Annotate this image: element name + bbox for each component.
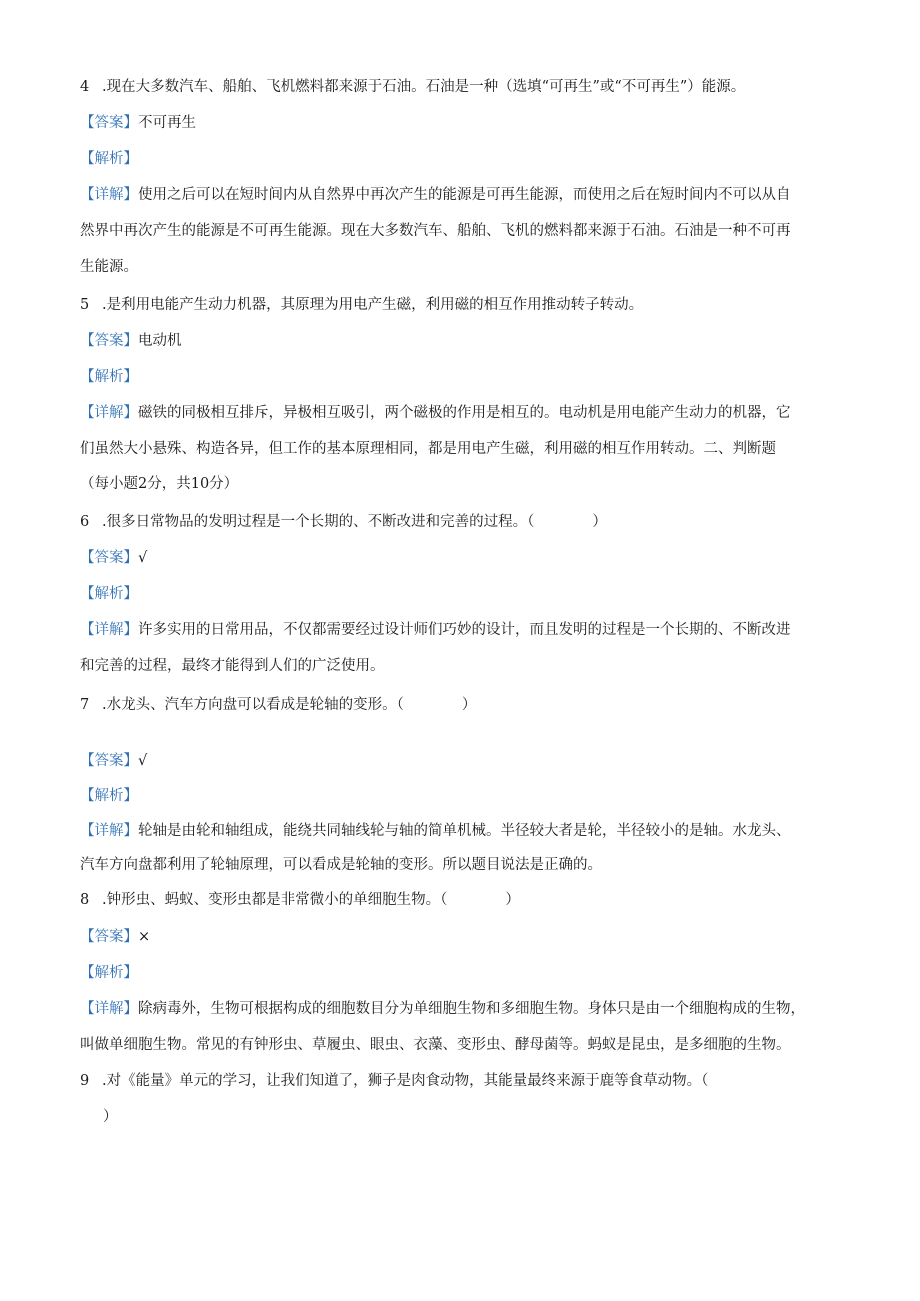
answer-tag: 【答案】 <box>80 115 138 131</box>
detail-tag: 【详解】 <box>80 1001 138 1017</box>
section-heading: （每小题2分，共10分） <box>80 476 239 492</box>
answer-tag: 【答案】 <box>80 753 138 769</box>
question-text: .对《能量》单元的学习，让我们知道了，狮子是肉食动物，其能量最终来源于鹿等食草动物。（ <box>102 1073 709 1089</box>
question-number: 7 <box>80 697 90 713</box>
analysis-line <box>80 786 850 806</box>
analysis-tag: 【解析】 <box>80 586 138 602</box>
answer-line <box>80 927 850 947</box>
question-5 <box>80 295 850 315</box>
detail-text: 除病毒外，生物可根据构成的细胞数目分为单细胞生物和多细胞生物。身体只是由一个细胞构成的生物， <box>138 1001 805 1017</box>
question-text: .是利用电能产生动力机器，其原理为用电产生磁，利用磁的相互作用推动转子转动。 <box>102 297 644 313</box>
detail-text: 使用之后可以在短时间内从自然界中再次产生的能源是可再生能源，而使用之后在短时间内不可以从自 <box>138 187 791 203</box>
detail-tag: 【详解】 <box>80 622 138 638</box>
detail-line <box>80 620 850 640</box>
analysis-tag: 【解析】 <box>80 965 138 981</box>
analysis-line <box>80 963 850 983</box>
answer-value: 电动机 <box>138 333 182 349</box>
detail-text: 生能源。 <box>80 259 138 275</box>
question-9 <box>80 1071 850 1091</box>
answer-blank: ） <box>103 1109 118 1125</box>
analysis-tag: 【解析】 <box>80 151 138 167</box>
detail-text: 和完善的过程，最终才能得到人们的广泛使用。 <box>80 658 385 674</box>
detail-text: 磁铁的同极相互排斥，异极相互吸引，两个磁极的作用是相互的。电动机是用电能产生动力的机器，它 <box>138 405 791 421</box>
question-7 <box>80 695 850 715</box>
answer-value: × <box>138 929 151 945</box>
question-4 <box>80 77 850 97</box>
analysis-tag: 【解析】 <box>80 788 138 804</box>
answer-line <box>80 331 850 351</box>
analysis-tag: 【解析】 <box>80 369 138 385</box>
answer-tag: 【答案】 <box>80 333 138 349</box>
question-text: .钟形虫、蚂蚁、变形虫都是非常微小的单细胞生物。（ ） <box>102 892 520 908</box>
answer-value: 不可再生 <box>138 115 196 131</box>
answer-line <box>80 548 850 568</box>
question-8 <box>80 890 850 910</box>
detail-line <box>80 403 850 423</box>
detail-text: 叫做单细胞生物。常见的有钟形虫、草履虫、眼虫、衣藻、变形虫、酵母菌等。蚂蚁是昆虫，是多细胞的生物。 <box>80 1037 791 1053</box>
detail-text: 汽车方向盘都利用了轮轴原理，可以看成是轮轴的变形。所以题目说法是正确的。 <box>80 857 602 873</box>
question-number: 9 <box>80 1073 90 1089</box>
answer-tag: 【答案】 <box>80 550 138 566</box>
question-text: .很多日常物品的发明过程是一个长期的、不断改进和完善的过程。（ ） <box>102 514 607 530</box>
answer-value: √ <box>138 753 148 769</box>
detail-line <box>80 185 850 205</box>
question-number: 6 <box>80 514 90 530</box>
detail-tag: 【详解】 <box>80 187 138 203</box>
detail-text: 许多实用的日常用品，不仅都需要经过设计师们巧妙的设计，而且发明的过程是一个长期的、不断改进 <box>138 622 791 638</box>
detail-text: 轮轴是由轮和轴组成，能绕共同轴线轮与轴的简单机械。半径较大者是轮，半径较小的是轴。水龙头、 <box>138 823 791 839</box>
answer-value: √ <box>138 550 148 566</box>
analysis-line <box>80 584 850 604</box>
analysis-line <box>80 367 850 387</box>
detail-text: 们虽然大小悬殊、构造各异，但工作的基本原理相同，都是用电产生磁，利用磁的相互作用转动。二、判断题 <box>80 441 776 457</box>
question-text: .水龙头、汽车方向盘可以看成是轮轴的变形。（ ） <box>102 697 477 713</box>
detail-tag: 【详解】 <box>80 405 138 421</box>
answer-line <box>80 113 850 133</box>
answer-tag: 【答案】 <box>80 929 138 945</box>
question-number: 8 <box>80 892 90 908</box>
detail-line <box>80 821 850 841</box>
detail-line <box>80 999 850 1019</box>
detail-tag: 【详解】 <box>80 823 138 839</box>
analysis-line <box>80 149 850 169</box>
question-number: 4 <box>80 79 90 95</box>
detail-text: 然界中再次产生的能源是不可再生能源。现在大多数汽车、船舶、飞机的燃料都来源于石油。石油是一种不可再 <box>80 223 791 239</box>
question-6 <box>80 512 850 532</box>
answer-line <box>80 751 850 771</box>
question-number: 5 <box>80 297 90 313</box>
question-text: .现在大多数汽车、船舶、飞机燃料都来源于石油。石油是一种（选填“可再生”或“不可再生”）能源。 <box>102 79 746 95</box>
